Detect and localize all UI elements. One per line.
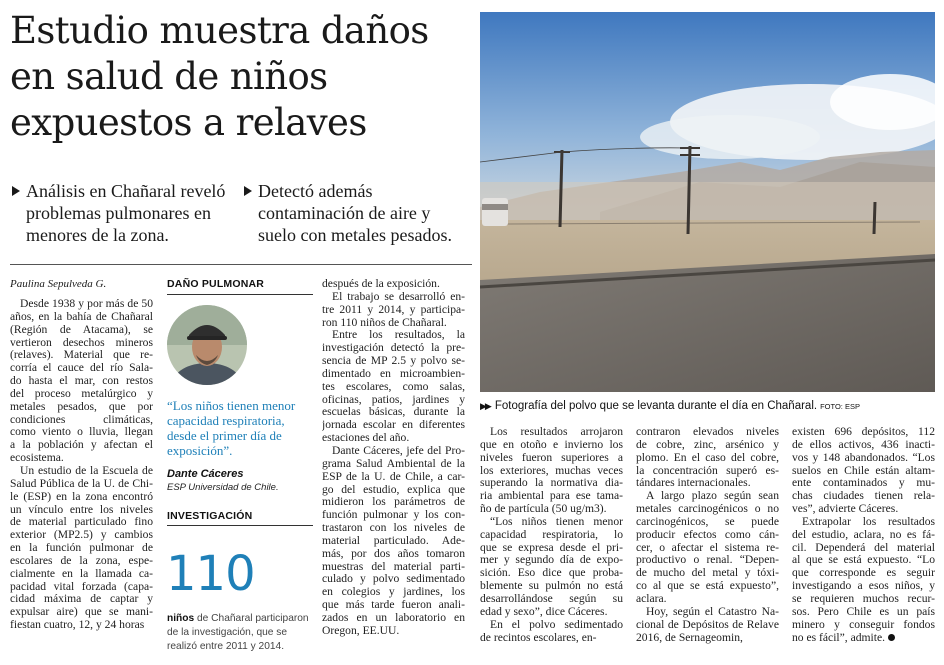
article-line: cer, o afectar el sistema re- — [636, 541, 779, 554]
article-line: condiciones climáticas, — [10, 413, 153, 426]
article-line: material particulado. Ade- — [322, 534, 465, 547]
article-line: “Los niños tienen menor — [490, 515, 623, 528]
number-lead: niños — [167, 613, 195, 624]
subhead-line: Detectó además — [258, 181, 373, 201]
article-line: capacidad respiratoria, lo — [480, 528, 623, 541]
article-line: go del estudio, explica que — [322, 483, 465, 496]
article-line: chas ciudades tienen rela- — [792, 490, 935, 503]
article-line: le (ESP) en la zona encontró — [10, 490, 153, 503]
article-line: de mucho del metal y tóxi- — [636, 567, 779, 580]
article-line: metales carcinogénicos o no — [636, 503, 779, 516]
article-line: que se expresa desde el pri- — [480, 541, 623, 554]
article-line: que más tarde fueron anali- — [322, 599, 465, 612]
subhead-line: suelo con metales pesados. — [258, 225, 452, 245]
headline — [10, 8, 472, 146]
article-column-1 — [10, 298, 153, 632]
article-line: co al que se está expuesto”, — [636, 580, 779, 593]
subhead-1 — [12, 180, 244, 246]
article-line: aclara. — [636, 592, 667, 605]
article-line: producir efectos como cán- — [636, 528, 779, 541]
article-line: como viento o lluvia, llegan — [10, 426, 153, 439]
article-line: cialmente en la llamada ca- — [10, 567, 153, 580]
article-line: no es fácil”, admite. — [792, 632, 935, 645]
article-line: Hoy, según el Catastro Na- — [646, 605, 779, 618]
article-line: mer y segundo día de expo- — [480, 554, 623, 567]
article-line: vos y 148 abandonados. “Los — [792, 451, 935, 464]
quote-line: capacidad respiratoria, — [167, 413, 285, 428]
dust-photo — [480, 12, 935, 392]
article-line: función pulmonar y los con- — [322, 509, 465, 522]
article-line: corría el cauce del río Sala- — [10, 362, 153, 375]
number-text-line: de Chañaral participaron — [197, 613, 309, 624]
section-label-dano-pulmonar: DAÑO PULMONAR — [167, 278, 265, 290]
article-line: A largo plazo según sean — [646, 490, 779, 503]
bullet-triangle-icon — [12, 186, 20, 196]
article-line: que en otoño e invierno los — [480, 438, 623, 451]
subhead-line: Análisis en Chañaral reveló — [26, 181, 226, 201]
article-line: del proceso metalúrgico y — [10, 387, 153, 400]
headline-line: expuestos a relaves — [10, 101, 367, 144]
article-line: zados en un laboratorio en — [322, 611, 465, 624]
number-text-line: de la investigación, que se — [167, 627, 288, 638]
pull-quote — [167, 398, 315, 458]
end-mark-icon — [888, 634, 895, 641]
article-line: suelos en Chile están altam- — [792, 464, 935, 477]
number-text-line: realizó entre 2011 y 2014. — [167, 641, 285, 652]
article-line: dimentado en microambien- — [322, 367, 465, 380]
article-line: estaciones del año. — [322, 432, 410, 445]
article-line: carcinogénicos, se puede — [636, 515, 779, 528]
quote-author-role: ESP Universidad de Chile. — [167, 482, 279, 493]
subhead-line: contaminación de aire y — [258, 203, 431, 223]
subhead-2 — [244, 180, 472, 246]
dante-caceres-portrait — [167, 305, 247, 385]
article-line: existen 696 depósitos, 112 — [792, 426, 935, 438]
article-line: que corresponde es seguir — [792, 567, 935, 580]
article-line: culado y polvo sedimentado — [322, 573, 465, 586]
article-line: desarrollándose según su — [480, 592, 623, 605]
article-line: tre 2011 y 2014, y participa- — [322, 303, 465, 316]
number-description — [167, 612, 309, 654]
article-line: años, en la bahía de Chañaral — [10, 310, 153, 323]
article-line: un vínculo entre los niveles — [10, 503, 153, 516]
article-line: después de la exposición. — [322, 278, 440, 290]
article-line: edad y sexo”, dice Cáceres. — [480, 605, 608, 618]
article-line: Salud Pública de la U. de Chi- — [10, 477, 153, 490]
article-line: Los resultados arrojaron — [490, 426, 623, 438]
article-line: se requieren muchos recur- — [792, 592, 935, 605]
article-line: en la función pulmonar de — [10, 542, 153, 555]
headline-line: en salud de niños — [10, 55, 328, 98]
article-line: expulsar aire) que se mani- — [10, 606, 153, 619]
article-line: investigando a esos niños, y — [792, 580, 935, 593]
byline: Paulina Sepulveda G. — [10, 278, 107, 290]
article-line: de material particulado fino — [10, 516, 153, 529]
quote-line: exposición”. — [167, 443, 233, 458]
article-line: ecosistema. — [10, 452, 64, 465]
big-number: 110 — [166, 546, 255, 602]
article-line: Un estudio de la Escuela de — [20, 464, 153, 477]
article-line: plomo. En el caso del cobre, — [636, 451, 779, 464]
article-line: ño de partícula (50 ug/m3). — [480, 503, 607, 516]
article-line: a la población y afectan el — [10, 439, 153, 452]
article-line: niveles fueron superiores a — [480, 451, 623, 464]
quote-line: desde el primer día de — [167, 428, 282, 443]
article-column-4 — [636, 426, 779, 644]
divider — [167, 525, 313, 526]
bullet-triangle-icon — [244, 186, 252, 196]
article-line: Dante Cáceres, jefe del Pro- — [332, 444, 465, 457]
article-line: productivo o renal. “Depen- — [636, 554, 779, 567]
article-column-3 — [480, 426, 623, 644]
article-line: en colegios y jardines, los — [322, 586, 465, 599]
article-line: metales pesados, que por — [10, 400, 153, 413]
article-line: superando la normativa dia- — [480, 477, 623, 490]
article-line: escuelas básicas, durante la — [322, 406, 465, 419]
article-line: ESP de la U. de Chile, a car- — [322, 470, 465, 483]
article-line: más, por dos años tomaron — [322, 547, 465, 560]
article-line: Desde 1938 y por más de 50 — [20, 298, 153, 310]
article-column-2 — [322, 278, 465, 638]
article-line: de cobre, zinc, arsénico y — [636, 438, 779, 451]
article-line: do hasta el mar, con restos — [10, 375, 153, 388]
article-line: ron 110 niños de Chañaral. — [322, 316, 447, 329]
article-line: ente contaminados y mu- — [792, 477, 935, 490]
article-line: En el polvo sedimentado — [490, 618, 623, 631]
article-line: de recintos escolares, en- — [480, 631, 597, 644]
subhead-line: menores de la zona. — [26, 225, 169, 245]
photo-caption — [480, 398, 935, 414]
article-line: sos. Pero Chile es un país — [792, 605, 935, 618]
article-line: pacidad vital forzada (capa- — [10, 580, 153, 593]
article-line: al que se está expuesto. “Lo — [792, 554, 935, 567]
article-line: cidad máxima de captar y — [10, 593, 153, 606]
article-line: tándares internacionales. — [636, 477, 751, 490]
article-line: Entre los resultados, la — [332, 329, 465, 342]
article-line: tes escolares, como salas, — [322, 380, 465, 393]
article-line: jornada escolar en diferentes — [322, 419, 465, 432]
article-line: investigación detectó la pre- — [322, 342, 465, 355]
article-line: contraron elevados niveles — [636, 426, 779, 438]
article-line: exterior (MP2.5) y cambios — [10, 529, 153, 542]
article-line: (Región de Atacama), se — [10, 323, 153, 336]
section-label-investigacion: INVESTIGACIÓN — [167, 510, 253, 522]
subhead-line: problemas pulmonares en — [26, 203, 211, 223]
double-arrow-icon: ▶▶ — [480, 401, 490, 411]
divider — [167, 294, 313, 295]
quote-line: “Los niños tienen menor — [167, 398, 296, 413]
article-line: ves”, advierte Cáceres. — [792, 503, 899, 516]
article-line: de ellos activos, 436 inacti- — [792, 438, 935, 451]
article-line: midieron los parámetros de — [322, 496, 465, 509]
article-line: Extrapolar los resultados — [802, 515, 935, 528]
article-line: (relaves). Material que re- — [10, 349, 153, 362]
quote-author: Dante Cáceres — [167, 468, 244, 480]
photo-credit: FOTO: ESP — [820, 402, 860, 411]
article-line: cil. Dependerá del material — [792, 541, 935, 554]
article-line: vertieron desechos mineros — [10, 336, 153, 349]
article-line: 2016, de Sernageomin, — [636, 631, 743, 644]
article-line: escolares de la zona, espe- — [10, 554, 153, 567]
article-line: oficinas, patios, jardines y — [322, 393, 465, 406]
caption-text: Fotografía del polvo que se levanta durante el día en Chañaral. — [494, 400, 818, 412]
article-line: la concentración superó es- — [636, 464, 779, 477]
article-line: sencia de MP 2.5 y polvo se- — [322, 355, 465, 368]
article-line: blemente su pulmón no está — [480, 580, 623, 593]
article-line: muestras del material parti- — [322, 560, 465, 573]
headline-line: Estudio muestra daños — [10, 9, 429, 52]
article-line: sición. Eso dice que proba- — [480, 567, 623, 580]
article-column-5 — [792, 426, 935, 644]
article-line: los exteriores, muchas veces — [480, 464, 623, 477]
divider — [10, 264, 472, 265]
article-line: minero y conseguir fondos — [792, 618, 935, 631]
article-line: ria ambiental para ese tama- — [480, 490, 623, 503]
article-line: fiestan cuatro, 12, y 24 horas — [10, 619, 145, 632]
article-line: trastaron con los niveles de — [322, 522, 465, 535]
article-line: Oregon, EE.UU. — [322, 624, 400, 637]
article-line: grama Salud Ambiental de la — [322, 457, 465, 470]
article-line: El trabajo se desarrolló en- — [332, 290, 465, 303]
article-line: del estudio, aclara, no es fá- — [792, 528, 935, 541]
article-line: cional de Depósitos de Relave — [636, 618, 779, 631]
